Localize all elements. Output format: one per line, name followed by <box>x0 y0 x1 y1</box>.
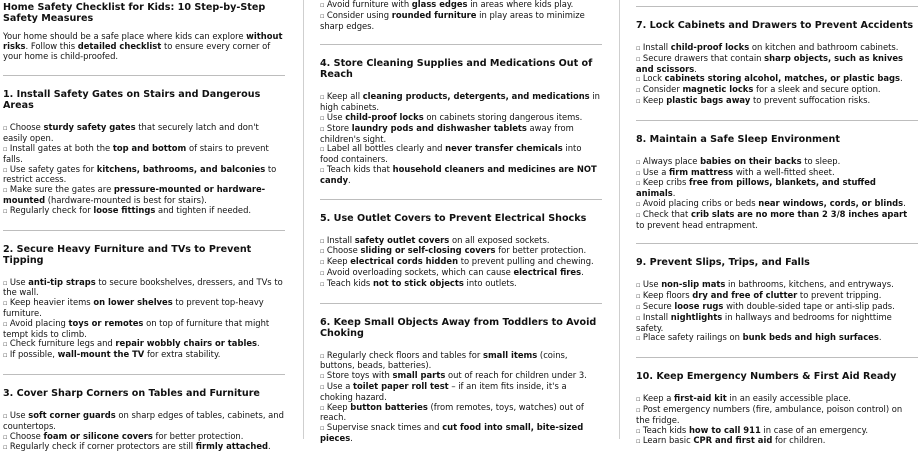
checkbox-icon: ☐ <box>320 145 325 154</box>
checklist-item: ☐ Avoid furniture with glass edges in areas where kids play. <box>320 0 574 9</box>
checkbox-icon: ☐ <box>320 382 325 391</box>
section-divider <box>636 6 918 7</box>
emphasis-text: loose fittings <box>93 204 156 215</box>
section-divider <box>320 44 602 45</box>
emphasis-text: pressure-mounted or hardware-mounted <box>3 184 266 205</box>
emphasis-text: nightlights <box>670 311 723 322</box>
checkbox-icon: ☐ <box>320 11 325 20</box>
checklist-section <box>636 120 918 231</box>
emphasis-text: small parts <box>392 370 446 381</box>
checkbox-icon: ☐ <box>320 113 325 122</box>
checklist-item: ☐ Consider magnetic locks for a sleek and secure option. <box>636 84 881 95</box>
emphasis-text: safety outlet covers <box>354 234 450 245</box>
emphasis-text: on lower shelves <box>93 297 173 308</box>
checklist-section <box>636 243 918 344</box>
emphasis-text: first-aid kit <box>674 393 727 404</box>
checklist-item: ☐ Keep all cleaning products, detergents, and medications in high cabinets. <box>320 91 600 113</box>
emphasis-text: magnetic locks <box>682 84 754 95</box>
emphasis-text: loose rugs <box>674 300 724 311</box>
checkbox-icon: ☐ <box>636 210 641 219</box>
emphasis-text: electrical cords hidden <box>350 256 459 267</box>
checkbox-icon: ☐ <box>320 268 325 277</box>
checkbox-icon: ☐ <box>636 199 641 208</box>
checklist-item: ☐ Teach kids not to stick objects into outlets. <box>320 277 517 288</box>
checkbox-icon: ☐ <box>636 96 641 105</box>
emphasis-text: bunk beds and high surfaces <box>742 332 879 343</box>
checkbox-icon: ☐ <box>636 75 641 84</box>
checklist-item: ☐ Store toys with small parts out of reach for children under 3. <box>320 370 587 381</box>
emphasis-text: cut food into small, bite-sized pieces <box>320 422 584 443</box>
checklist-item: ☐ Regularly check for loose fittings and tighten if needed. <box>3 204 252 215</box>
section-heading: 7. Lock Cabinets and Drawers to Prevent Accidents <box>636 20 914 31</box>
emphasis-text: electrical fires <box>513 266 582 277</box>
column-divider <box>303 0 304 439</box>
checkbox-icon: ☐ <box>320 372 325 381</box>
emphasis-text: top and bottom <box>112 142 187 153</box>
emphasis-text: child-proof locks <box>670 42 750 52</box>
checkbox-icon: ☐ <box>3 411 8 420</box>
checklist-items <box>320 351 602 444</box>
checklist-items <box>636 394 918 447</box>
section-heading: 10. Keep Emergency Numbers & First Aid Ready <box>636 371 897 383</box>
checklist-item: ☐ Choose foam or silicone covers for better protection. <box>3 430 244 441</box>
checklist-item: ☐ Choose sliding or self-closing covers for better protection. <box>320 245 587 256</box>
column-sections <box>320 0 602 444</box>
checkbox-icon: ☐ <box>636 405 641 414</box>
emphasis-text: how to call 911 <box>688 424 761 435</box>
checklist-item: ☐ Install gates at both the top and bottom of stairs to prevent falls. <box>3 142 269 164</box>
checklist-item: ☐ Check furniture legs and repair wobbly chairs or tables. <box>3 338 260 349</box>
checkbox-icon: ☐ <box>320 424 325 433</box>
checklist-item: ☐ Post emergency numbers (fire, ambulance, poison control) on the fridge. <box>636 403 903 425</box>
checkbox-icon: ☐ <box>636 157 641 166</box>
section-heading: 3. Cover Sharp Corners on Tables and Furniture <box>3 387 260 399</box>
emphasis-text: laundry pods and dishwasher tablets <box>351 122 527 133</box>
emphasis-text: foam or silicone covers <box>43 430 153 441</box>
emphasis-text: firm mattress <box>669 166 734 177</box>
emphasis-text: not to stick objects <box>372 277 464 288</box>
column-1 <box>3 0 285 453</box>
checklist-item: ☐ Teach kids that household cleaners and medicines are NOT candy. <box>320 163 597 185</box>
checkbox-icon: ☐ <box>320 236 325 245</box>
checkbox-icon: ☐ <box>3 206 8 215</box>
checklist-item: ☐ Keep heavier items on lower shelves to prevent top-heavy furniture. <box>3 297 264 318</box>
section-divider <box>320 303 602 304</box>
checkbox-icon: ☐ <box>320 403 325 412</box>
emphasis-text: never transfer chemicals <box>445 143 563 154</box>
emphasis-text: glass edges <box>411 0 468 9</box>
section-divider <box>636 243 918 244</box>
checklist-item: ☐ Keep floors dry and free of clutter to prevent tripping. <box>636 290 882 301</box>
checkbox-icon: ☐ <box>320 247 325 256</box>
checklist-items <box>636 280 918 344</box>
checklist-item: ☐ Install safety outlet covers on all exposed sockets. <box>320 234 550 245</box>
checklist-item: ☐ Use anti-tip straps to secure bookshelves, dressers, and TVs to the wall. <box>3 276 283 298</box>
checkbox-icon: ☐ <box>3 144 8 153</box>
checklist-item: ☐ Keep button batteries (from remotes, toys, watches) out of reach. <box>320 401 584 423</box>
emphasis-text: soft corner guards <box>28 409 116 420</box>
checklist-item: ☐ Choose sturdy safety gates that securely latch and don't easily open. <box>3 122 259 144</box>
emphasis-text: household cleaners and medicines are NOT candy <box>320 163 597 185</box>
checkbox-icon: ☐ <box>636 54 641 63</box>
checklist-item: ☐ Use child-proof locks on cabinets storing dangerous items. <box>320 111 583 122</box>
section-heading: 8. Maintain a Safe Sleep Environment <box>636 133 840 145</box>
checklist-item: ☐ Keep cribs free from pillows, blankets, and stuffed animals. <box>636 177 876 199</box>
emphasis-text: toilet paper roll test <box>353 380 449 391</box>
section-heading: 2. Secure Heavy Furniture and TVs to Prevent Tipping <box>3 243 252 266</box>
checklist-item: ☐ Label all bottles clearly and never transfer chemicals into food containers. <box>320 143 582 165</box>
checklist-item: ☐ Lock cabinets storing alcohol, matches, or plastic bags. <box>636 73 903 84</box>
emphasis-text: anti-tip straps <box>28 276 96 287</box>
checkbox-icon: ☐ <box>636 334 641 343</box>
checkbox-icon: ☐ <box>3 299 8 308</box>
checkbox-icon: ☐ <box>636 179 641 188</box>
section-heading: 6. Keep Small Objects Away from Toddlers to Avoid Choking <box>320 316 597 339</box>
section-heading: 5. Use Outlet Covers to Prevent Electrical Shocks <box>320 212 587 224</box>
checkbox-icon: ☐ <box>320 1 325 9</box>
checklist-section <box>3 374 285 453</box>
emphasis-text: rounded furniture <box>391 9 477 20</box>
checklist-item: ☐ Supervise snack times and cut food into small, bite-sized pieces. <box>320 422 584 443</box>
section-divider <box>636 120 918 121</box>
checkbox-icon: ☐ <box>3 319 8 328</box>
checklist-items <box>320 236 602 290</box>
checkbox-icon: ☐ <box>636 281 641 290</box>
section-heading: 9. Prevent Slips, Trips, and Falls <box>636 257 810 269</box>
checklist-item: ☐ Keep plastic bags away to prevent suffocation risks. <box>636 94 871 105</box>
checkbox-icon: ☐ <box>636 426 641 435</box>
checkbox-icon: ☐ <box>320 165 325 174</box>
checklist-item: ☐ Avoid placing cribs or beds near windows, cords, or blinds. <box>636 197 906 208</box>
checkbox-icon: ☐ <box>636 86 641 95</box>
checkbox-icon: ☐ <box>320 124 325 133</box>
checkbox-icon: ☐ <box>3 351 8 360</box>
checkbox-icon: ☐ <box>320 258 325 267</box>
checkbox-icon: ☐ <box>3 340 8 349</box>
section-heading: 4. Store Cleaning Supplies and Medications Out of Reach <box>320 58 593 81</box>
checklist-items <box>636 43 918 107</box>
emphasis-text: wall-mount the TV <box>57 349 145 360</box>
emphasis-text: firmly attached <box>195 441 269 452</box>
emphasis-text: small items <box>482 349 538 360</box>
checklist-section <box>636 357 918 447</box>
column-divider <box>619 0 620 439</box>
emphasis-text: button batteries <box>350 401 428 412</box>
column-sections <box>3 75 285 453</box>
checklist-items <box>320 0 602 31</box>
section-divider <box>3 230 285 231</box>
checklist-section <box>3 230 285 361</box>
checklist-item: ☐ Avoid overloading sockets, which can cause electrical fires. <box>320 266 584 277</box>
emphasis-text: cabinets storing alcohol, matches, or plastic bags <box>664 73 900 84</box>
checklist-item: ☐ Secure loose rugs with double-sided tape or anti-slip pads. <box>636 300 895 311</box>
checklist-item: ☐ Avoid placing toys or remotes on top of furniture that might tempt kids to climb. <box>3 317 270 339</box>
checklist-item: ☐ Install nightlights in hallways and bedrooms for nighttime safety. <box>636 311 892 333</box>
checkbox-icon: ☐ <box>3 165 8 174</box>
checkbox-icon: ☐ <box>636 395 641 404</box>
checklist-item: ☐ Store laundry pods and dishwasher tablets away from children's sight. <box>320 122 574 144</box>
page-title: Home Safety Checklist for Kids: 10 Step-by-Step Safety Measures <box>3 2 266 24</box>
emphasis-text: CPR and first aid <box>693 435 773 446</box>
checklist-item: ☐ Make sure the gates are pressure-mounted or hardware-mounted (hardware-mounted is best for stairs). <box>3 184 266 205</box>
checkbox-icon: ☐ <box>3 443 8 452</box>
checklist-item: ☐ Use safety gates for kitchens, bathrooms, and balconies to restrict access. <box>3 163 277 185</box>
checklist-item: ☐ Use soft corner guards on sharp edges of tables, cabinets, and countertops. <box>3 409 284 431</box>
emphasis-text: sliding or self-closing covers <box>360 245 496 256</box>
checkbox-icon: ☐ <box>636 313 641 322</box>
checklist-item: ☐ Secure drawers that contain sharp objects, such as knives and scissors. <box>636 52 903 74</box>
checklist-items <box>3 123 285 216</box>
checklist-items <box>3 411 285 453</box>
emphasis-text: near windows, cords, or blinds <box>758 197 904 208</box>
emphasis-text: free from pillows, blankets, and stuffed animals <box>636 177 876 199</box>
checklist-item: ☐ Use a toilet paper roll test – if an item fits inside, it's a choking hazard. <box>320 380 567 402</box>
checkbox-icon: ☐ <box>636 302 641 311</box>
checklist-item: ☐ If possible, wall-mount the TV for extra stability. <box>3 349 221 360</box>
checkbox-icon: ☐ <box>636 292 641 301</box>
emphasis-text: babies on their backs <box>700 155 802 166</box>
checklist-item: ☐ Keep electrical cords hidden to prevent pulling and chewing. <box>320 256 594 267</box>
section-divider <box>3 374 285 375</box>
checkbox-icon: ☐ <box>3 124 8 133</box>
checklist-item: ☐ Keep a first-aid kit in an easily accessible place. <box>636 393 851 404</box>
column-2 <box>320 0 602 444</box>
emphasis-text: detailed checklist <box>77 40 162 51</box>
checklist-items <box>3 278 285 361</box>
intro-paragraph: Your home should be a safe place where kids can explore without risks. Follow this detailed checklist to ensure every corner of your home is child-proofed. <box>3 31 283 61</box>
checkbox-icon: ☐ <box>636 44 641 52</box>
emphasis-text: kitchens, bathrooms, and balconies <box>96 163 266 174</box>
checkbox-icon: ☐ <box>636 168 641 177</box>
section-divider <box>320 199 602 200</box>
checklist-item: ☐ Teach kids how to call 911 in case of an emergency. <box>636 424 869 435</box>
emphasis-text: without risks <box>3 31 283 51</box>
checklist-item: ☐ Use non-slip mats in bathrooms, kitchens, and entryways. <box>636 279 894 290</box>
checkbox-icon: ☐ <box>320 351 325 360</box>
checklist-section <box>320 44 602 185</box>
checklist-item: ☐ Always place babies on their backs to sleep. <box>636 155 841 166</box>
emphasis-text: plastic bags away <box>666 94 751 105</box>
emphasis-text: sharp objects, such as knives and scissors <box>636 52 903 74</box>
column-sections <box>636 6 918 447</box>
checklist-section <box>320 199 602 290</box>
emphasis-text: child-proof locks <box>345 111 424 122</box>
emphasis-text: dry and free of clutter <box>692 290 798 301</box>
emphasis-text: toys or remotes <box>68 317 144 328</box>
checklist-items <box>320 92 602 185</box>
checklist-item: ☐ Regularly check floors and tables for small items (coins, buttons, beads, batteries). <box>320 349 568 371</box>
checkbox-icon: ☐ <box>320 93 325 102</box>
checklist-item: ☐ Consider using rounded furniture in play areas to minimize sharp edges. <box>320 9 585 31</box>
checklist-section <box>636 6 918 107</box>
checklist-item: ☐ Install child-proof locks on kitchen and bathroom cabinets. <box>636 42 899 52</box>
checklist-section <box>320 0 602 31</box>
checklist-item: ☐ Regularly check if corner protectors are still firmly attached. <box>3 441 271 452</box>
emphasis-text: cleaning products, detergents, and medications <box>362 91 590 102</box>
checklist-section <box>320 303 602 444</box>
column-3 <box>636 0 918 447</box>
section-divider <box>636 357 918 358</box>
checklist-section <box>3 75 285 216</box>
checkbox-icon: ☐ <box>320 279 325 288</box>
emphasis-text: repair wobbly chairs or tables <box>115 338 257 349</box>
checklist-item: ☐ Check that crib slats are no more than 2 3/8 inches apart to prevent head entrapment. <box>636 208 908 230</box>
emphasis-text: sturdy safety gates <box>43 122 136 133</box>
emphasis-text: non-slip mats <box>661 279 726 290</box>
checkbox-icon: ☐ <box>3 186 8 195</box>
checkbox-icon: ☐ <box>636 437 641 446</box>
checkbox-icon: ☐ <box>3 278 8 287</box>
checkbox-icon: ☐ <box>3 432 8 441</box>
checklist-item: ☐ Use a firm mattress with a well-fitted sheet. <box>636 166 835 177</box>
section-divider <box>3 75 285 76</box>
emphasis-text: crib slats are no more than 2 3/8 inches apart <box>691 208 908 219</box>
checklist-item: ☐ Place safety railings on bunk beds and high surfaces. <box>636 332 882 343</box>
checklist-item: ☐ Learn basic CPR and first aid for children. <box>636 435 826 446</box>
section-heading: 1. Install Safety Gates on Stairs and Dangerous Areas <box>3 89 261 112</box>
checklist-items <box>636 157 918 231</box>
